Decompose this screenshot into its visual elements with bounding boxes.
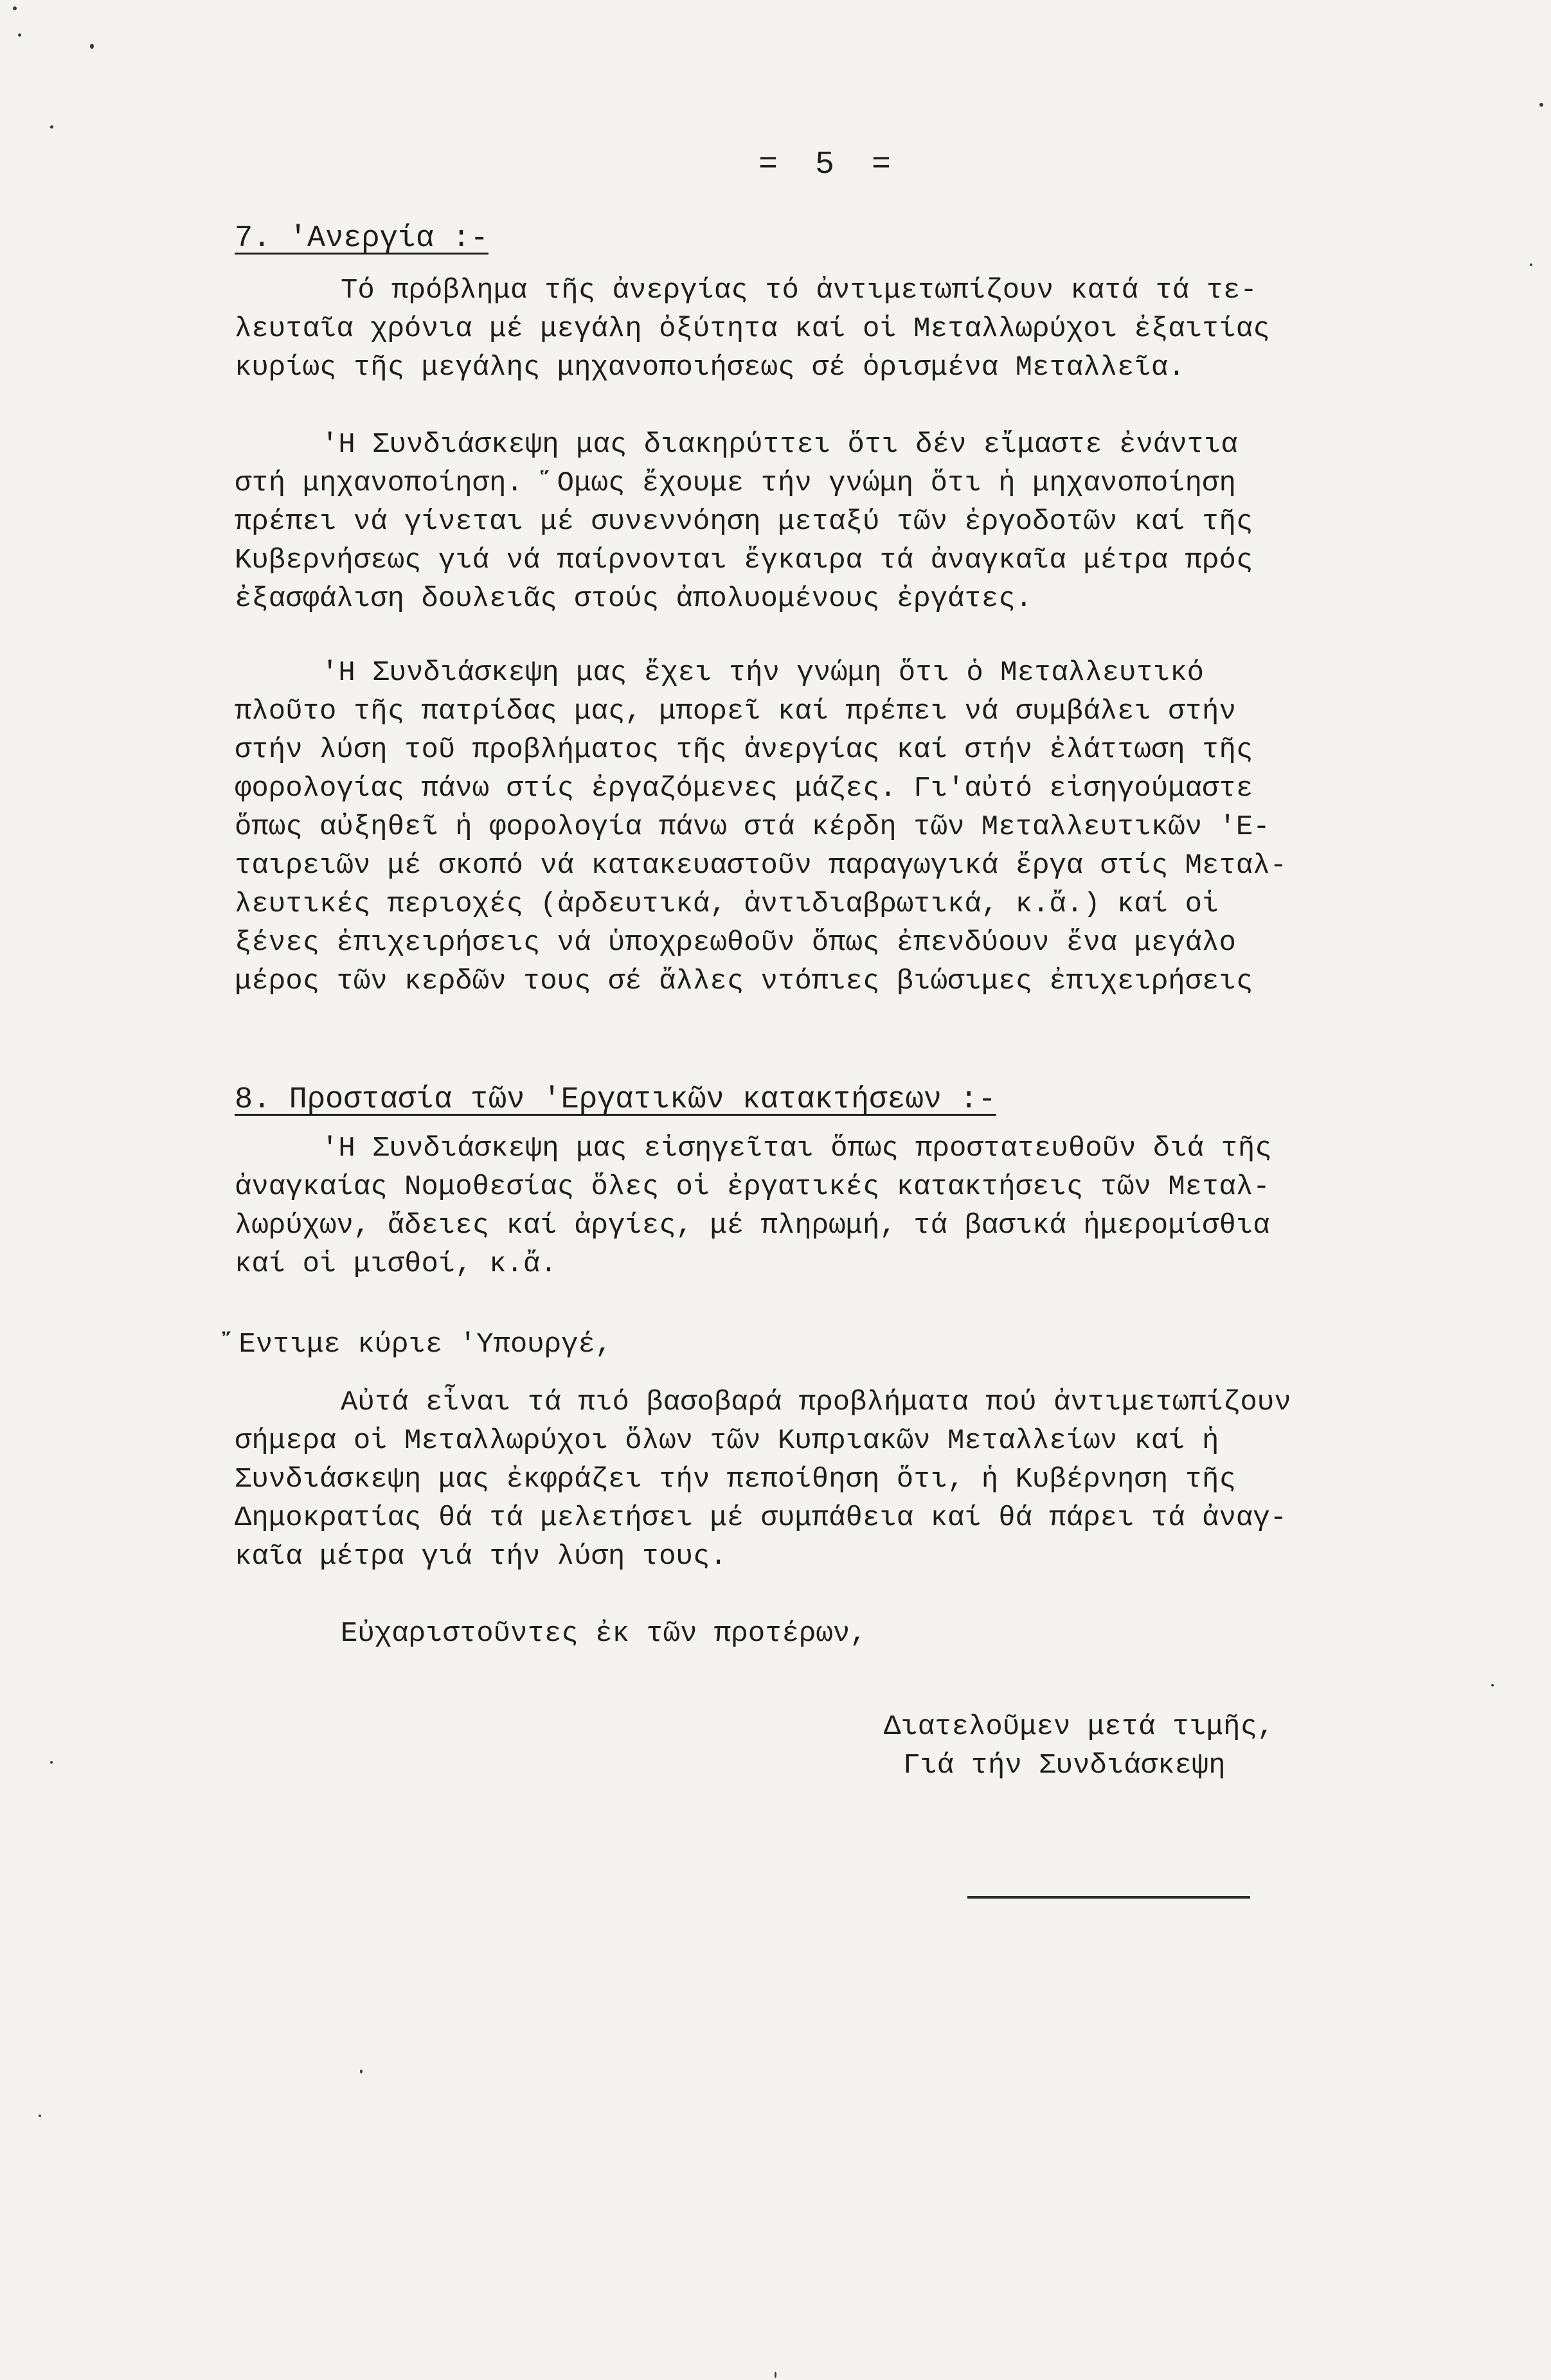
text-line: στή μηχανοποίηση. ῞Ομως ἔχουμε τήν γνώμη ὅτι ἡ μηχανοποίηση [235, 467, 1236, 499]
text-line: φορολογίας πάνω στίς ἐργαζόμενες μάζες. Γι'αὐτό εἰσηγούμαστε [235, 773, 1253, 805]
signoff-line: Διατελοῦμεν μετά τιμῆς, [884, 1711, 1275, 1743]
text-line: Τό πρόβλημα τῆς ἀνεργίας τό ἀντιμετωπίζουν κατά τά τε- [341, 274, 1257, 307]
text-line: Δημοκρατίας θά τά μελετήσει μέ συμπάθεια καί θά πάρει τά ἀναγ- [235, 1502, 1287, 1534]
scan-speck [13, 6, 17, 10]
text-line: ταιρειῶν μέ σκοπό νά κατακευαστοῦν παραγωγικά ἔργα στίς Μεταλ- [235, 850, 1287, 882]
text-line: Συνδιάσκεψη μας ἐκφράζει τήν πεποίθηση ὅτι, ἡ Κυβέρνηση τῆς [235, 1463, 1236, 1496]
text-line: ἐξασφάλιση δουλειᾶς στούς ἀπολυομένους ἐργάτες. [235, 583, 1033, 615]
text-line: στήν λύση τοῦ προβλήματος τῆς ἀνεργίας καί στήν ἐλάττωση τῆς [235, 734, 1253, 766]
scan-speck [50, 125, 53, 129]
text-line: 'Η Συνδιάσκεψη μας εἰσηγεῖται ὅπως προστατευθοῦν διά τῆς [321, 1132, 1272, 1165]
scan-speck [1491, 1684, 1494, 1687]
section-7-heading: 7. 'Ανεργία :- [235, 222, 489, 256]
thanks-line: Εὐχαριστοῦντες ἐκ τῶν προτέρων, [341, 1618, 867, 1650]
section-8-heading: 8. Προστασία τῶν 'Εργατικῶν κατακτήσεων :- [235, 1083, 996, 1117]
text-line: ὅπως αὐξηθεῖ ἡ φορολογία πάνω στά κέρδη τῶν Μεταλλευτικῶν 'Ε- [235, 811, 1270, 843]
text-line: ἀναγκαίας Νομοθεσίας ὅλες οἱ ἐργατικές κατακτήσεις τῶν Μεταλ- [235, 1171, 1270, 1203]
scan-speck [50, 1761, 53, 1764]
text-line: 'Η Συνδιάσκεψη μας διακηρύττει ὅτι δέν εἴμαστε ἐνάντια [321, 429, 1238, 461]
scan-speck [360, 2070, 363, 2073]
page-number: = 5 = [758, 147, 901, 183]
text-line: λευταῖα χρόνια μέ μεγάλη ὀξύτητα καί οἱ Μεταλλωρύχοι ἐξαιτίας [235, 313, 1270, 345]
signoff-line: Γιά τήν Συνδιάσκεψη [903, 1749, 1226, 1782]
scan-speck [90, 44, 94, 49]
text-line: λωρύχων, ἄδειες καί ἀργίες, μέ πληρωμή, τά βασικά ἡμερομίσθια [235, 1210, 1270, 1242]
text-line: σήμερα οἱ Μεταλλωρύχοι ὅλων τῶν Κυπριακῶν Μεταλλείων καί ἡ [235, 1425, 1219, 1457]
text-line: Κυβερνήσεως γιά νά παίρνονται ἔγκαιρα τά ἀναγκαῖα μέτρα πρός [235, 544, 1253, 577]
text-line: καῖα μέτρα γιά τήν λύση τους. [235, 1541, 727, 1573]
scan-speck [39, 2115, 41, 2117]
text-line: 'Η Συνδιάσκεψη μας ἔχει τήν γνώμη ὅτι ὁ Μεταλλευτικό [321, 657, 1205, 689]
text-line: καί οἱ μισθοί, κ.ἄ. [235, 1248, 557, 1280]
text-line: λευτικές περιοχές (ἀρδευτικά, ἀντιδιαβρωτικά, κ.ἄ.) καί οἱ [235, 888, 1219, 920]
scan-speck [18, 33, 21, 37]
text-line: πλοῦτο τῆς πατρίδας μας, μπορεῖ καί πρέπει νά συμβάλει στήν [235, 695, 1236, 728]
text-line: κυρίως τῆς μεγάλης μηχανοποιήσεως σέ ὁρισμένα Μεταλλεῖα. [235, 352, 1185, 384]
scan-speck [775, 2372, 776, 2378]
text-line: πρέπει νά γίνεται μέ συνεννόηση μεταξύ τῶν ἐργοδοτῶν καί τῆς [235, 506, 1253, 538]
salutation: ῎Εντιμε κύριε 'Υπουργέ, [222, 1329, 613, 1361]
scan-speck [1530, 264, 1532, 266]
signature-rule [967, 1896, 1250, 1899]
text-line: μέρος τῶν κερδῶν τους σέ ἄλλες ντόπιες βιώσιμες ἐπιχειρήσεις [235, 965, 1253, 998]
text-line: ξένες ἐπιχειρήσεις νά ὑποχρεωθοῦν ὅπως ἐπενδύουν ἕνα μεγάλο [235, 927, 1236, 959]
text-line: Αὐτά εἶναι τά πιό βασοβαρά προβλήματα πού ἀντιμετωπίζουν [341, 1386, 1291, 1418]
scan-speck [1539, 103, 1543, 107]
